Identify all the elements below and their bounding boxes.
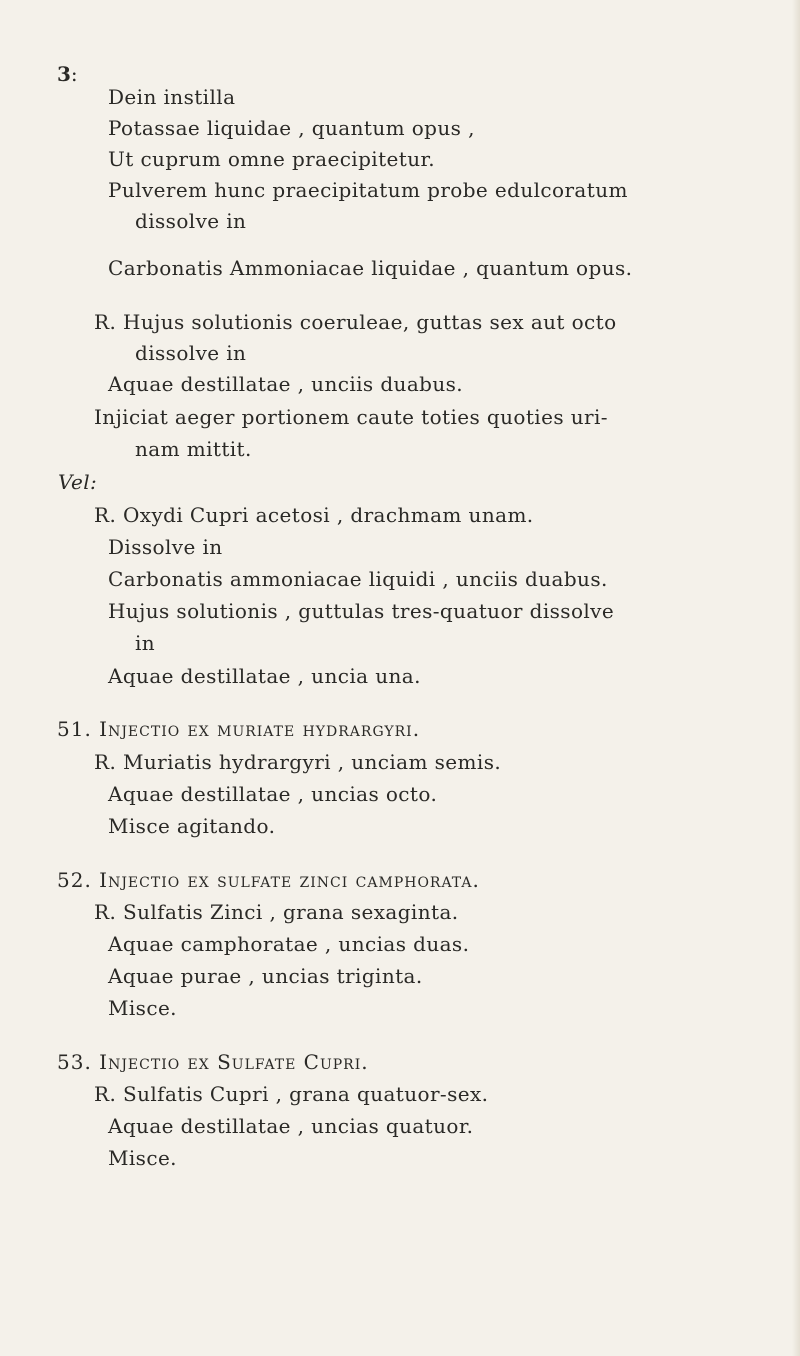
text-line: dissolve in [135, 341, 247, 365]
section-heading: 52. Injectio ex sulfate zinci camphorata. [57, 868, 480, 892]
section-heading: 53. Injectio ex Sulfate Cupri. [57, 1050, 369, 1074]
text-line: Dissolve in [108, 535, 223, 559]
text-line: Carbonatis Ammoniacae liquidae , quantum opus. [108, 256, 633, 280]
page-edge-shadow [792, 0, 800, 1356]
text-line: Dein instilla [108, 85, 236, 109]
text-line: Misce. [108, 1146, 177, 1170]
text-line: Injiciat aeger portionem caute toties quoties uri- [94, 405, 608, 429]
text-line: Carbonatis ammoniacae liquidi , unciis duabus. [108, 567, 608, 591]
text-line: Misce agitando. [108, 814, 276, 838]
text-line: Hujus solutionis , guttulas tres-quatuor dissolve [108, 599, 615, 623]
text-line: Vel: [58, 470, 98, 494]
section-heading: 51. Injectio ex muriate hydrargyri. [57, 717, 421, 741]
text-line: nam mittit. [135, 437, 252, 461]
text-line: Aquae destillatae , uncia una. [108, 664, 421, 688]
page-number: 3։ [57, 62, 78, 86]
text-line: Aquae destillatae , uncias quatuor. [108, 1114, 474, 1138]
text-line: R. Muriatis hydrargyri , unciam semis. [94, 750, 502, 774]
text-line: Pulverem hunc praecipitatum probe edulcoratum [108, 178, 628, 202]
text-line: dissolve in [135, 209, 247, 233]
text-line: R. Hujus solutionis coeruleae, guttas sex aut octo [94, 310, 617, 334]
text-line: R. Sulfatis Zinci , grana sexaginta. [94, 900, 459, 924]
text-line: Ut cuprum omne praecipitetur. [108, 147, 436, 171]
text-line: in [135, 631, 156, 655]
text-line: Aquae camphoratae , uncias duas. [108, 932, 470, 956]
text-line: Aquae destillatae , uncias octo. [108, 782, 438, 806]
text-line: Aquae purae , uncias triginta. [108, 964, 423, 988]
text-line: R. Sulfatis Cupri , grana quatuor-sex. [94, 1082, 489, 1106]
text-line: R. Oxydi Cupri acetosi , drachmam unam. [94, 503, 534, 527]
text-line: Misce. [108, 996, 177, 1020]
text-line: Potassae liquidae , quantum opus , [108, 116, 475, 140]
text-line: Aquae destillatae , unciis duabus. [108, 372, 464, 396]
